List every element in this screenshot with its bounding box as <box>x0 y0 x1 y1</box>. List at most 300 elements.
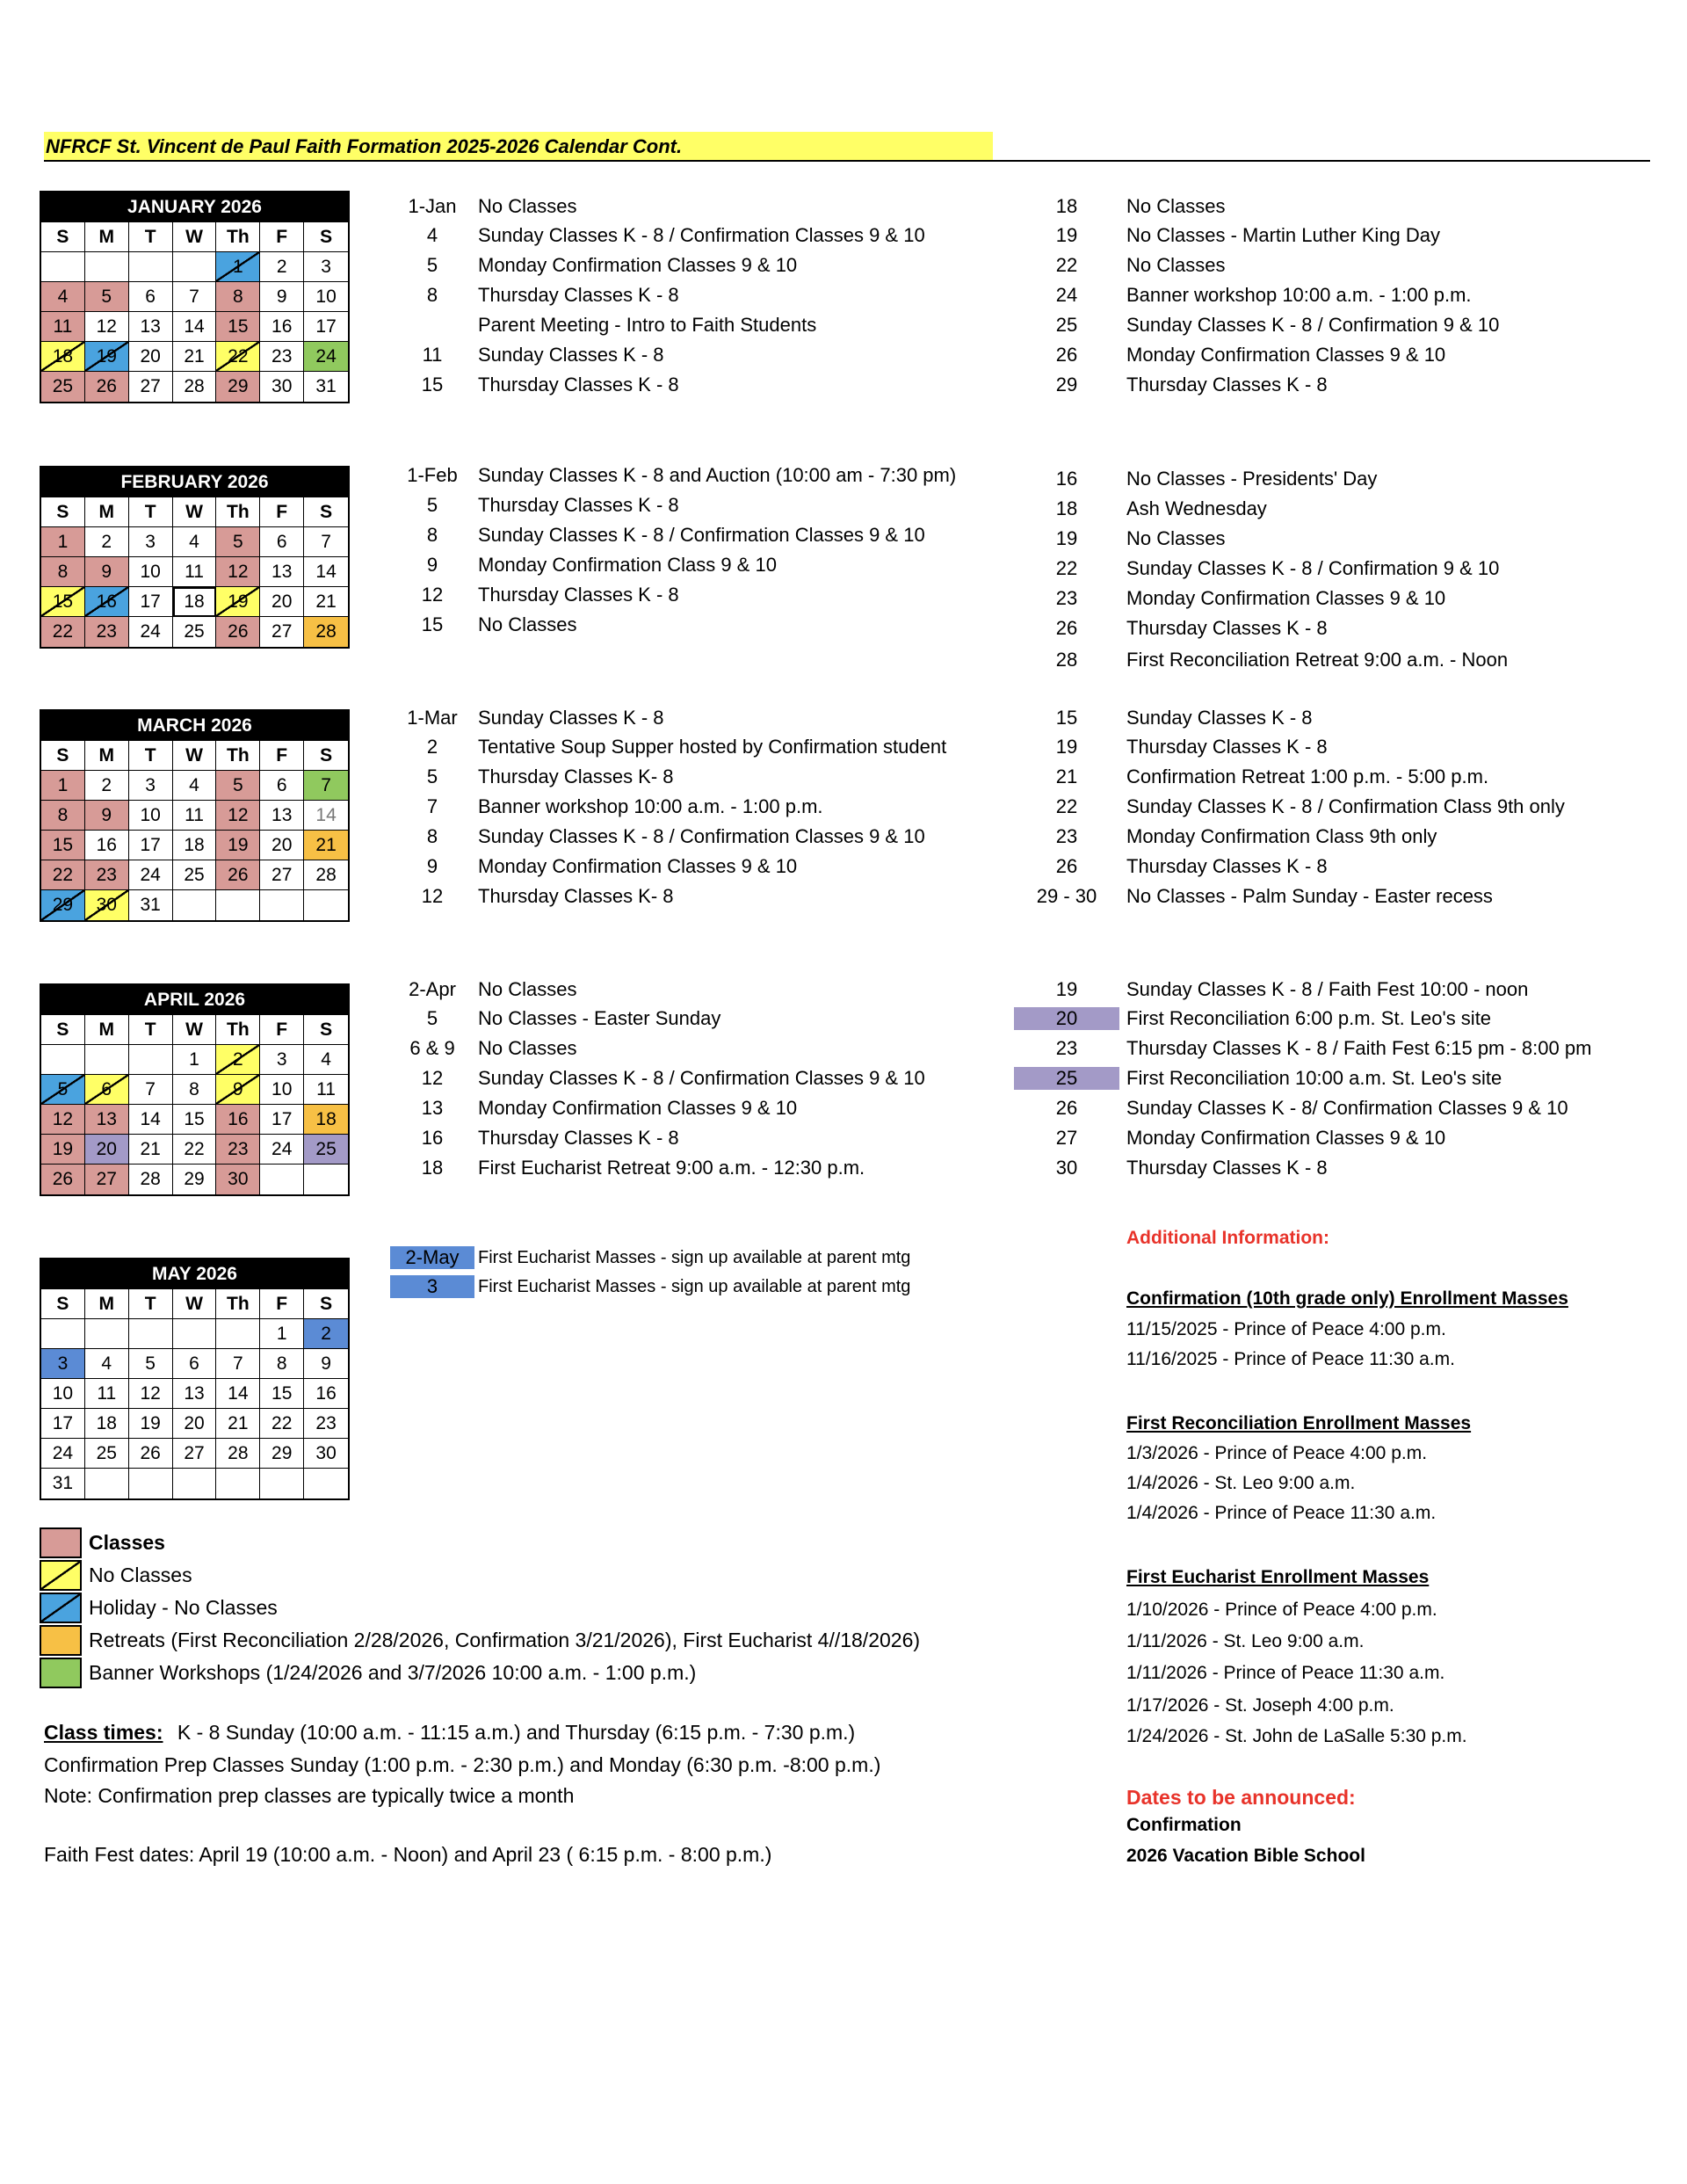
calendar-day-10: 10 <box>129 557 173 587</box>
weekday-header: S <box>41 741 85 771</box>
calendar-day-1: 1 <box>173 1045 217 1075</box>
calendar-day-23: 23 <box>85 860 129 890</box>
calendar-day-6: 6 <box>85 1075 129 1105</box>
event-description: Thursday Classes K- 8 <box>478 885 674 907</box>
title-underline <box>44 160 1650 162</box>
event-date: 12 <box>421 885 444 907</box>
event-description: No Classes - Martin Luther King Day <box>1126 224 1441 246</box>
event-date: 26 <box>1055 855 1078 877</box>
calendar-day-3: 3 <box>260 1045 304 1075</box>
calendar-day-15: 15 <box>216 312 260 342</box>
calendar-empty-cell <box>129 1319 173 1349</box>
event-date: 13 <box>421 1097 444 1119</box>
event-description: Monday Confirmation Classes 9 & 10 <box>1126 587 1446 609</box>
calendar-day-13: 13 <box>260 557 304 587</box>
weekday-header: M <box>85 1015 129 1045</box>
event-description: Banner workshop 10:00 a.m. - 1:00 p.m. <box>1126 284 1472 306</box>
legend-label: Classes <box>89 1531 165 1554</box>
calendar-day-20: 20 <box>85 1135 129 1165</box>
event-date: 20 <box>1014 1007 1119 1030</box>
faith-fest-dates: Faith Fest dates: April 19 (10:00 a.m. - Noon) and April 23 ( 6:15 p.m. - 8:00 p.m.) <box>44 1843 772 1866</box>
event-description: No Classes <box>1126 527 1226 549</box>
eucharist-item: 1/10/2026 - Prince of Peace 4:00 p.m. <box>1126 1600 1437 1620</box>
calendar-day-9: 9 <box>216 1075 260 1105</box>
event-date: 5 <box>426 494 438 516</box>
calendar-day-26: 26 <box>216 860 260 890</box>
event-date: 4 <box>426 224 438 246</box>
calendar-empty-cell <box>129 252 173 282</box>
calendar-day-19: 19 <box>216 831 260 860</box>
calendar-day-26: 26 <box>129 1439 173 1469</box>
calendar-day-11: 11 <box>173 801 217 831</box>
event-description: Sunday Classes K - 8 / Confirmation Classes 9 & 10 <box>478 224 925 246</box>
calendar-day-9: 9 <box>85 801 129 831</box>
weekday-header: F <box>260 222 304 252</box>
event-date: 26 <box>1055 344 1078 366</box>
event-description: No Classes <box>1126 254 1226 276</box>
event-description: No Classes - Presidents' Day <box>1126 468 1378 490</box>
calendar-day-14: 14 <box>304 557 348 587</box>
calendar-day-26: 26 <box>85 372 129 402</box>
calendar-day-15: 15 <box>41 831 85 860</box>
calendar-day-28: 28 <box>129 1165 173 1194</box>
event-date: 22 <box>1055 557 1078 579</box>
weekday-header: T <box>129 222 173 252</box>
eucharist-item: 1/24/2026 - St. John de LaSalle 5:30 p.m. <box>1126 1726 1467 1746</box>
calendar-day-17: 17 <box>304 312 348 342</box>
calendar-day-16: 16 <box>260 312 304 342</box>
calendar-day-24: 24 <box>304 342 348 372</box>
calendar-day-23: 23 <box>260 342 304 372</box>
class-times-line2: Confirmation Prep Classes Sunday (1:00 p.m. - 2:30 p.m.) and Monday (6:30 p.m. -8:00 p.m.) <box>44 1753 881 1776</box>
calendar-empty-cell <box>304 1469 348 1498</box>
event-date: 2-Apr <box>409 978 456 1000</box>
calendar-day-20: 20 <box>260 587 304 617</box>
calendar-march <box>40 709 350 922</box>
calendar-title: MAY 2026 <box>41 1259 348 1289</box>
event-description: Sunday Classes K - 8 / Confirmation Classes 9 & 10 <box>478 1067 925 1089</box>
event-description: No Classes - Palm Sunday - Easter recess <box>1126 885 1493 907</box>
calendar-grid <box>41 497 348 647</box>
event-description: Banner workshop 10:00 a.m. - 1:00 p.m. <box>478 795 823 817</box>
weekday-header: Th <box>216 497 260 527</box>
event-date: 18 <box>1055 497 1078 519</box>
calendar-day-5: 5 <box>85 282 129 312</box>
calendar-empty-cell <box>173 252 217 282</box>
calendar-day-17: 17 <box>129 587 173 617</box>
calendar-day-27: 27 <box>173 1439 217 1469</box>
calendar-day-12: 12 <box>129 1379 173 1409</box>
weekday-header: M <box>85 222 129 252</box>
event-date: 1-Mar <box>407 707 458 729</box>
calendar-april <box>40 983 350 1196</box>
weekday-header: T <box>129 741 173 771</box>
calendar-day-26: 26 <box>41 1165 85 1194</box>
event-date: 18 <box>1055 195 1078 217</box>
calendar-grid <box>41 222 348 402</box>
calendar-empty-cell <box>216 1319 260 1349</box>
calendar-day-29: 29 <box>173 1165 217 1194</box>
legend-swatch <box>40 1527 82 1558</box>
calendar-day-15: 15 <box>260 1379 304 1409</box>
confirmation-item: 11/15/2025 - Prince of Peace 4:00 p.m. <box>1126 1319 1446 1339</box>
weekday-header: T <box>129 1289 173 1319</box>
event-date: 3 <box>390 1275 474 1298</box>
calendar-day-8: 8 <box>41 801 85 831</box>
calendar-day-28: 28 <box>216 1439 260 1469</box>
calendar-empty-cell <box>41 1319 85 1349</box>
weekday-header: M <box>85 741 129 771</box>
additional-heading: Additional Information: <box>1126 1228 1329 1248</box>
calendar-day-16: 16 <box>85 587 129 617</box>
page-title: NFRCF St. Vincent de Paul Faith Formation 2025-2026 Calendar Cont. <box>46 135 683 157</box>
calendar-day-14: 14 <box>173 312 217 342</box>
calendar-day-19: 19 <box>129 1409 173 1439</box>
event-date: 19 <box>1055 736 1078 758</box>
event-description: Confirmation Retreat 1:00 p.m. - 5:00 p.m. <box>1126 765 1489 787</box>
calendar-day-27: 27 <box>260 860 304 890</box>
event-description: No Classes <box>478 1037 577 1059</box>
event-date: 5 <box>426 765 438 787</box>
calendar-day-18: 18 <box>173 587 217 617</box>
event-description: Monday Confirmation Classes 9 & 10 <box>478 1097 798 1119</box>
calendar-day-31: 31 <box>315 376 337 396</box>
event-description: Thursday Classes K - 8 / Faith Fest 6:15 pm - 8:00 pm <box>1126 1037 1592 1059</box>
event-description: Sunday Classes K - 8 / Confirmation 9 & 10 <box>1126 557 1500 579</box>
calendar-day-30: 30 <box>260 372 304 402</box>
calendar-title: APRIL 2026 <box>41 985 348 1015</box>
event-date: 18 <box>421 1157 444 1179</box>
calendar-day-4: 4 <box>173 771 217 801</box>
event-description: No Classes <box>1126 195 1226 217</box>
weekday-header: S <box>304 497 348 527</box>
weekday-header: T <box>129 1015 173 1045</box>
weekday-header: S <box>304 1289 348 1319</box>
weekday-header: W <box>173 741 217 771</box>
calendar-day-25: 25 <box>41 372 85 402</box>
calendar-empty-cell <box>173 1319 217 1349</box>
event-description: Sunday Classes K - 8 / Confirmation Classes 9 & 10 <box>478 825 925 847</box>
weekday-header: W <box>173 1289 217 1319</box>
calendar-empty-cell <box>260 1165 304 1194</box>
event-description: Monday Confirmation Classes 9 & 10 <box>1126 344 1446 366</box>
event-date: 1-Jan <box>408 195 457 217</box>
event-date: 16 <box>421 1127 444 1149</box>
reconciliation-item: 1/3/2026 - Prince of Peace 4:00 p.m. <box>1126 1443 1428 1463</box>
calendar-day-7: 7 <box>216 1349 260 1379</box>
calendar-day-4: 4 <box>41 282 85 312</box>
calendar-day-3: 3 <box>129 527 173 557</box>
calendar-day-2: 2 <box>304 1319 348 1349</box>
calendar-day-8: 8 <box>41 557 85 587</box>
event-date: 25 <box>1014 1067 1119 1090</box>
calendar-day-5: 5 <box>216 527 260 557</box>
event-date: 23 <box>1055 825 1078 847</box>
calendar-empty-cell <box>129 1045 173 1075</box>
weekday-header: Th <box>216 1289 260 1319</box>
legend-swatch <box>40 1658 82 1688</box>
calendar-day-10: 10 <box>129 801 173 831</box>
calendar-day-2: 2 <box>85 771 129 801</box>
event-description: No Classes <box>478 613 577 635</box>
calendar-day-23: 23 <box>304 1409 348 1439</box>
calendar-day-27: 27 <box>85 1165 129 1194</box>
tba-item: Confirmation <box>1126 1815 1242 1835</box>
calendar-day-4: 4 <box>173 527 217 557</box>
event-description: Monday Confirmation Class 9 & 10 <box>478 554 777 576</box>
event-description: Thursday Classes K - 8 <box>1126 736 1328 758</box>
event-description: Thursday Classes K - 8 <box>1126 374 1328 395</box>
event-description: First Reconciliation Retreat 9:00 a.m. - Noon <box>1126 649 1509 671</box>
calendar-day-28: 28 <box>173 372 217 402</box>
event-description: Thursday Classes K - 8 <box>478 1127 679 1149</box>
calendar-day-8: 8 <box>173 1075 217 1105</box>
calendar-day-22: 22 <box>173 1135 217 1165</box>
reconciliation-item: 1/4/2026 - Prince of Peace 11:30 a.m. <box>1126 1503 1437 1523</box>
tba-item: 2026 Vacation Bible School <box>1126 1846 1365 1866</box>
calendar-empty-cell <box>216 1469 260 1498</box>
calendar-day-16: 16 <box>216 1105 260 1135</box>
event-date: 5 <box>426 254 438 276</box>
calendar-day-21: 21 <box>304 587 348 617</box>
event-description: No Classes <box>478 978 577 1000</box>
calendar-day-27: 27 <box>260 617 304 647</box>
calendar-day-22: 22 <box>216 342 260 372</box>
calendar-empty-cell <box>85 252 129 282</box>
calendar-day-12: 12 <box>216 801 260 831</box>
calendar-day-30: 30 <box>304 1439 348 1469</box>
event-date: 29 <box>1055 374 1078 395</box>
event-date: 2 <box>426 736 438 758</box>
weekday-header: S <box>41 222 85 252</box>
event-description: Thursday Classes K - 8 <box>1126 617 1328 639</box>
tba-heading: Dates to be announced: <box>1126 1786 1356 1809</box>
calendar-day-30: 30 <box>85 890 129 920</box>
calendar-day-16: 16 <box>85 831 129 860</box>
legend-label: Retreats (First Reconciliation 2/28/2026, Confirmation 3/21/2026), First Eucharist 4//18/2026) <box>89 1629 921 1651</box>
calendar-day-15: 15 <box>41 587 85 617</box>
event-description: No Classes - Easter Sunday <box>478 1007 721 1029</box>
calendar-day-13: 13 <box>260 801 304 831</box>
calendar-day-18: 18 <box>41 342 85 372</box>
calendar-day-19: 19 <box>85 342 129 372</box>
calendar-day-22: 22 <box>41 860 85 890</box>
calendar-day-4: 4 <box>304 1045 348 1075</box>
calendar-day-12: 12 <box>216 557 260 587</box>
calendar-day-21: 21 <box>304 831 348 860</box>
calendar-day-17: 17 <box>41 1409 85 1439</box>
class-times-label: Class times: <box>44 1721 163 1744</box>
event-date: 22 <box>1055 254 1078 276</box>
calendar-day-5: 5 <box>129 1349 173 1379</box>
calendar-empty-cell <box>41 252 85 282</box>
event-date: 16 <box>1055 468 1078 490</box>
event-date: 24 <box>1055 284 1078 306</box>
event-date: 15 <box>421 374 444 395</box>
calendar-day-10: 10 <box>304 282 348 312</box>
weekday-header: S <box>41 1015 85 1045</box>
event-date: 19 <box>1055 978 1078 1000</box>
class-times <box>44 1721 855 1745</box>
weekday-header: S <box>304 741 348 771</box>
legend-label: Banner Workshops (1/24/2026 and 3/7/2026 10:00 a.m. - 1:00 p.m.) <box>89 1661 697 1684</box>
calendar-day-10: 10 <box>41 1379 85 1409</box>
weekday-header: W <box>173 1015 217 1045</box>
event-description: Monday Confirmation Classes 9 & 10 <box>478 855 798 877</box>
calendar-day-31: 31 <box>129 890 173 920</box>
calendar-grid <box>41 741 348 920</box>
event-date: 15 <box>421 613 444 635</box>
calendar-day-12: 12 <box>41 1105 85 1135</box>
calendar-day-24: 24 <box>129 617 173 647</box>
reconciliation-item: 1/4/2026 - St. Leo 9:00 a.m. <box>1126 1473 1356 1493</box>
confirmation-item: 11/16/2025 - Prince of Peace 11:30 a.m. <box>1126 1349 1455 1369</box>
event-date: 15 <box>1055 707 1078 729</box>
calendar-day-23: 23 <box>216 1135 260 1165</box>
eucharist-item: 1/11/2026 - St. Leo 9:00 a.m. <box>1126 1631 1365 1651</box>
weekday-header: W <box>173 497 217 527</box>
calendar-grid <box>41 1015 348 1194</box>
calendar-day-17: 17 <box>129 831 173 860</box>
calendar-day-12: 12 <box>85 312 129 342</box>
calendar-day-11: 11 <box>304 1075 348 1105</box>
event-description: Thursday Classes K- 8 <box>478 765 674 787</box>
legend-swatch <box>40 1625 82 1656</box>
legend-label: No Classes <box>89 1564 192 1586</box>
event-description: Thursday Classes K - 8 <box>1126 855 1328 877</box>
event-date: 1-Feb <box>407 464 458 486</box>
event-description: Ash Wednesday <box>1126 497 1267 519</box>
calendar-day-9: 9 <box>260 282 304 312</box>
event-date: 30 <box>1055 1157 1078 1179</box>
event-description: Sunday Classes K - 8 <box>478 707 664 729</box>
calendar-day-6: 6 <box>173 1349 217 1379</box>
event-date: 2-May <box>390 1246 474 1269</box>
legend-swatch <box>40 1560 82 1591</box>
calendar-day-11: 11 <box>41 312 85 342</box>
calendar-day-30: 30 <box>216 1165 260 1194</box>
event-date: 5 <box>426 1007 438 1029</box>
calendar-day-28: 28 <box>304 617 348 647</box>
calendar-empty-cell <box>85 1045 129 1075</box>
calendar-day-13: 13 <box>129 312 173 342</box>
weekday-header: S <box>41 1289 85 1319</box>
calendar-day-24: 24 <box>260 1135 304 1165</box>
event-description: Sunday Classes K - 8/ Confirmation Classes 9 & 10 <box>1126 1097 1568 1119</box>
calendar-day-21: 21 <box>129 1135 173 1165</box>
event-date: 11 <box>422 344 443 366</box>
calendar-day-2: 2 <box>85 527 129 557</box>
calendar-day-10: 10 <box>260 1075 304 1105</box>
calendar-day-13: 13 <box>85 1105 129 1135</box>
calendar-day-27: 27 <box>129 372 173 402</box>
weekday-header: F <box>260 497 304 527</box>
event-description: First Eucharist Masses - sign up available at parent mtg <box>478 1248 911 1267</box>
weekday-header: F <box>260 741 304 771</box>
calendar-day-9: 9 <box>85 557 129 587</box>
calendar-day-9: 9 <box>304 1349 348 1379</box>
calendar-day-7: 7 <box>304 527 348 557</box>
event-date: 26 <box>1055 1097 1078 1119</box>
calendar-day-28: 28 <box>304 860 348 890</box>
calendar-empty-cell <box>304 1165 348 1194</box>
calendar-day-17: 17 <box>260 1105 304 1135</box>
event-description: Monday Confirmation Classes 9 & 10 <box>478 254 798 276</box>
calendar-day-6: 6 <box>129 282 173 312</box>
event-description: Monday Confirmation Classes 9 & 10 <box>1126 1127 1446 1149</box>
weekday-header: F <box>260 1289 304 1319</box>
calendar-day-3: 3 <box>41 1349 85 1379</box>
event-date: 28 <box>1055 649 1078 671</box>
event-date: 26 <box>1055 617 1078 639</box>
calendar-day-20: 20 <box>173 1409 217 1439</box>
calendar-day-7: 7 <box>173 282 217 312</box>
event-description: First Eucharist Retreat 9:00 a.m. - 12:30 p.m. <box>478 1157 865 1179</box>
calendar-empty-cell <box>216 890 260 920</box>
calendar-day-11: 11 <box>85 1379 129 1409</box>
calendar-day-14: 14 <box>304 801 348 831</box>
calendar-day-19: 19 <box>41 1135 85 1165</box>
calendar-day-15: 15 <box>173 1105 217 1135</box>
calendar-empty-cell <box>260 890 304 920</box>
calendar-day-19: 19 <box>216 587 260 617</box>
calendar-grid <box>41 1289 348 1498</box>
event-date: 9 <box>426 554 438 576</box>
event-description: Sunday Classes K - 8 and Auction (10:00 am - 7:30 pm) <box>478 464 957 486</box>
calendar-empty-cell <box>173 890 217 920</box>
calendar-day-1: 1 <box>41 771 85 801</box>
calendar-day-18: 18 <box>85 1409 129 1439</box>
calendar-day-5: 5 <box>41 1075 85 1105</box>
calendar-day-3: 3 <box>304 252 348 282</box>
calendar-day-5: 5 <box>216 771 260 801</box>
calendar-day-22: 22 <box>41 617 85 647</box>
event-date: 8 <box>426 825 438 847</box>
reconciliation-heading: First Reconciliation Enrollment Masses <box>1126 1413 1472 1433</box>
calendar-title: JANUARY 2026 <box>41 192 348 222</box>
event-date: 12 <box>421 584 444 606</box>
event-description: Thursday Classes K - 8 <box>478 494 679 516</box>
calendar-day-29: 29 <box>41 890 85 920</box>
calendar-title: MARCH 2026 <box>41 711 348 741</box>
legend-swatch <box>40 1593 82 1623</box>
calendar-empty-cell <box>173 1469 217 1498</box>
event-date: 29 - 30 <box>1036 885 1097 907</box>
calendar-day-16: 16 <box>304 1379 348 1409</box>
calendar-day-14: 14 <box>216 1379 260 1409</box>
calendar-empty-cell <box>304 890 348 920</box>
calendar-may <box>40 1258 350 1500</box>
calendar-empty-cell <box>41 1045 85 1075</box>
calendar-day-6: 6 <box>260 527 304 557</box>
class-times-line1: K - 8 Sunday (10:00 a.m. - 11:15 a.m.) and Thursday (6:15 p.m. - 7:30 p.m.) <box>177 1721 856 1744</box>
calendar-january <box>40 191 350 403</box>
event-description: First Eucharist Masses - sign up available at parent mtg <box>478 1277 911 1296</box>
calendar-day-29: 29 <box>260 1439 304 1469</box>
calendar-day-21: 21 <box>216 1409 260 1439</box>
calendar-day-1: 1 <box>41 527 85 557</box>
calendar-day-18: 18 <box>173 831 217 860</box>
calendar-title: FEBRUARY 2026 <box>41 468 348 497</box>
legend-label: Holiday - No Classes <box>89 1596 278 1619</box>
calendar-day-22: 22 <box>260 1409 304 1439</box>
calendar-empty-cell <box>129 1469 173 1498</box>
weekday-header: M <box>85 497 129 527</box>
calendar-day-1: 1 <box>216 252 260 282</box>
confirmation-heading: Confirmation (10th grade only) Enrollment Masses <box>1126 1288 1568 1309</box>
weekday-header: F <box>260 1015 304 1045</box>
eucharist-item: 1/11/2026 - Prince of Peace 11:30 a.m. <box>1126 1663 1445 1683</box>
